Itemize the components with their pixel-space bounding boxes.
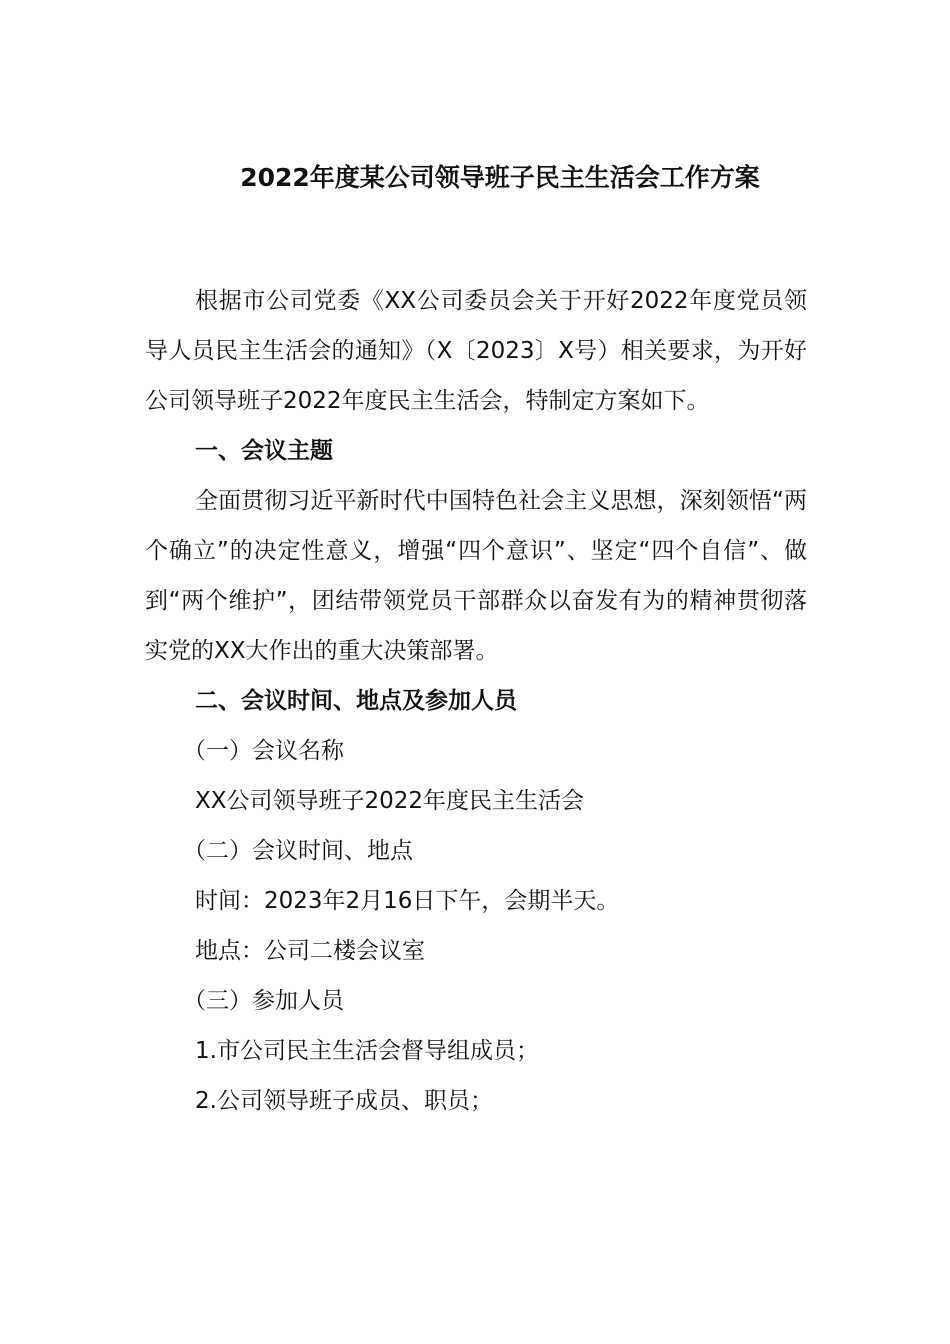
- document-body: [145, 276, 807, 1126]
- subsection-3-heading: （三）参加人员: [183, 988, 344, 1014]
- attendee-item: 2.公司领导班子成员、职员；: [195, 1088, 493, 1114]
- intro-paragraph: 根据市公司党委《XX公司委员会关于开好2022年度党员领导人员民主生活会的通知》（X〔2023〕X号）相关要求，为开好公司领导班子2022年度民主生活会，特制定方案如下。: [145, 288, 807, 414]
- subsection-2-heading: （二）会议时间、地点: [183, 838, 413, 864]
- meeting-time: 时间：2023年2月16日下午，会期半天。: [195, 888, 620, 914]
- document-title: 2022年度某公司领导班子民主生活会工作方案: [240, 163, 760, 192]
- section-1-heading: 一、会议主题: [195, 438, 333, 464]
- meeting-place: 地点：公司二楼会议室: [195, 938, 425, 964]
- attendee-item: 1.市公司民主生活会督导组成员；: [195, 1038, 539, 1064]
- subsection-1-heading: （一）会议名称: [183, 738, 344, 764]
- section-1-paragraph: 全面贯彻习近平新时代中国特色社会主义思想，深刻领悟“两个确立”的决定性意义，增强“四个意识”、坚定“四个自信”、做到“两个维护”，团结带领党员干部群众以奋发有为的精神贯彻落实党的XX大作出的重大决策部署。: [145, 488, 807, 664]
- section-2-heading: 二、会议时间、地点及参加人员: [195, 688, 517, 714]
- meeting-name: XX公司领导班子2022年度民主生活会: [195, 788, 585, 814]
